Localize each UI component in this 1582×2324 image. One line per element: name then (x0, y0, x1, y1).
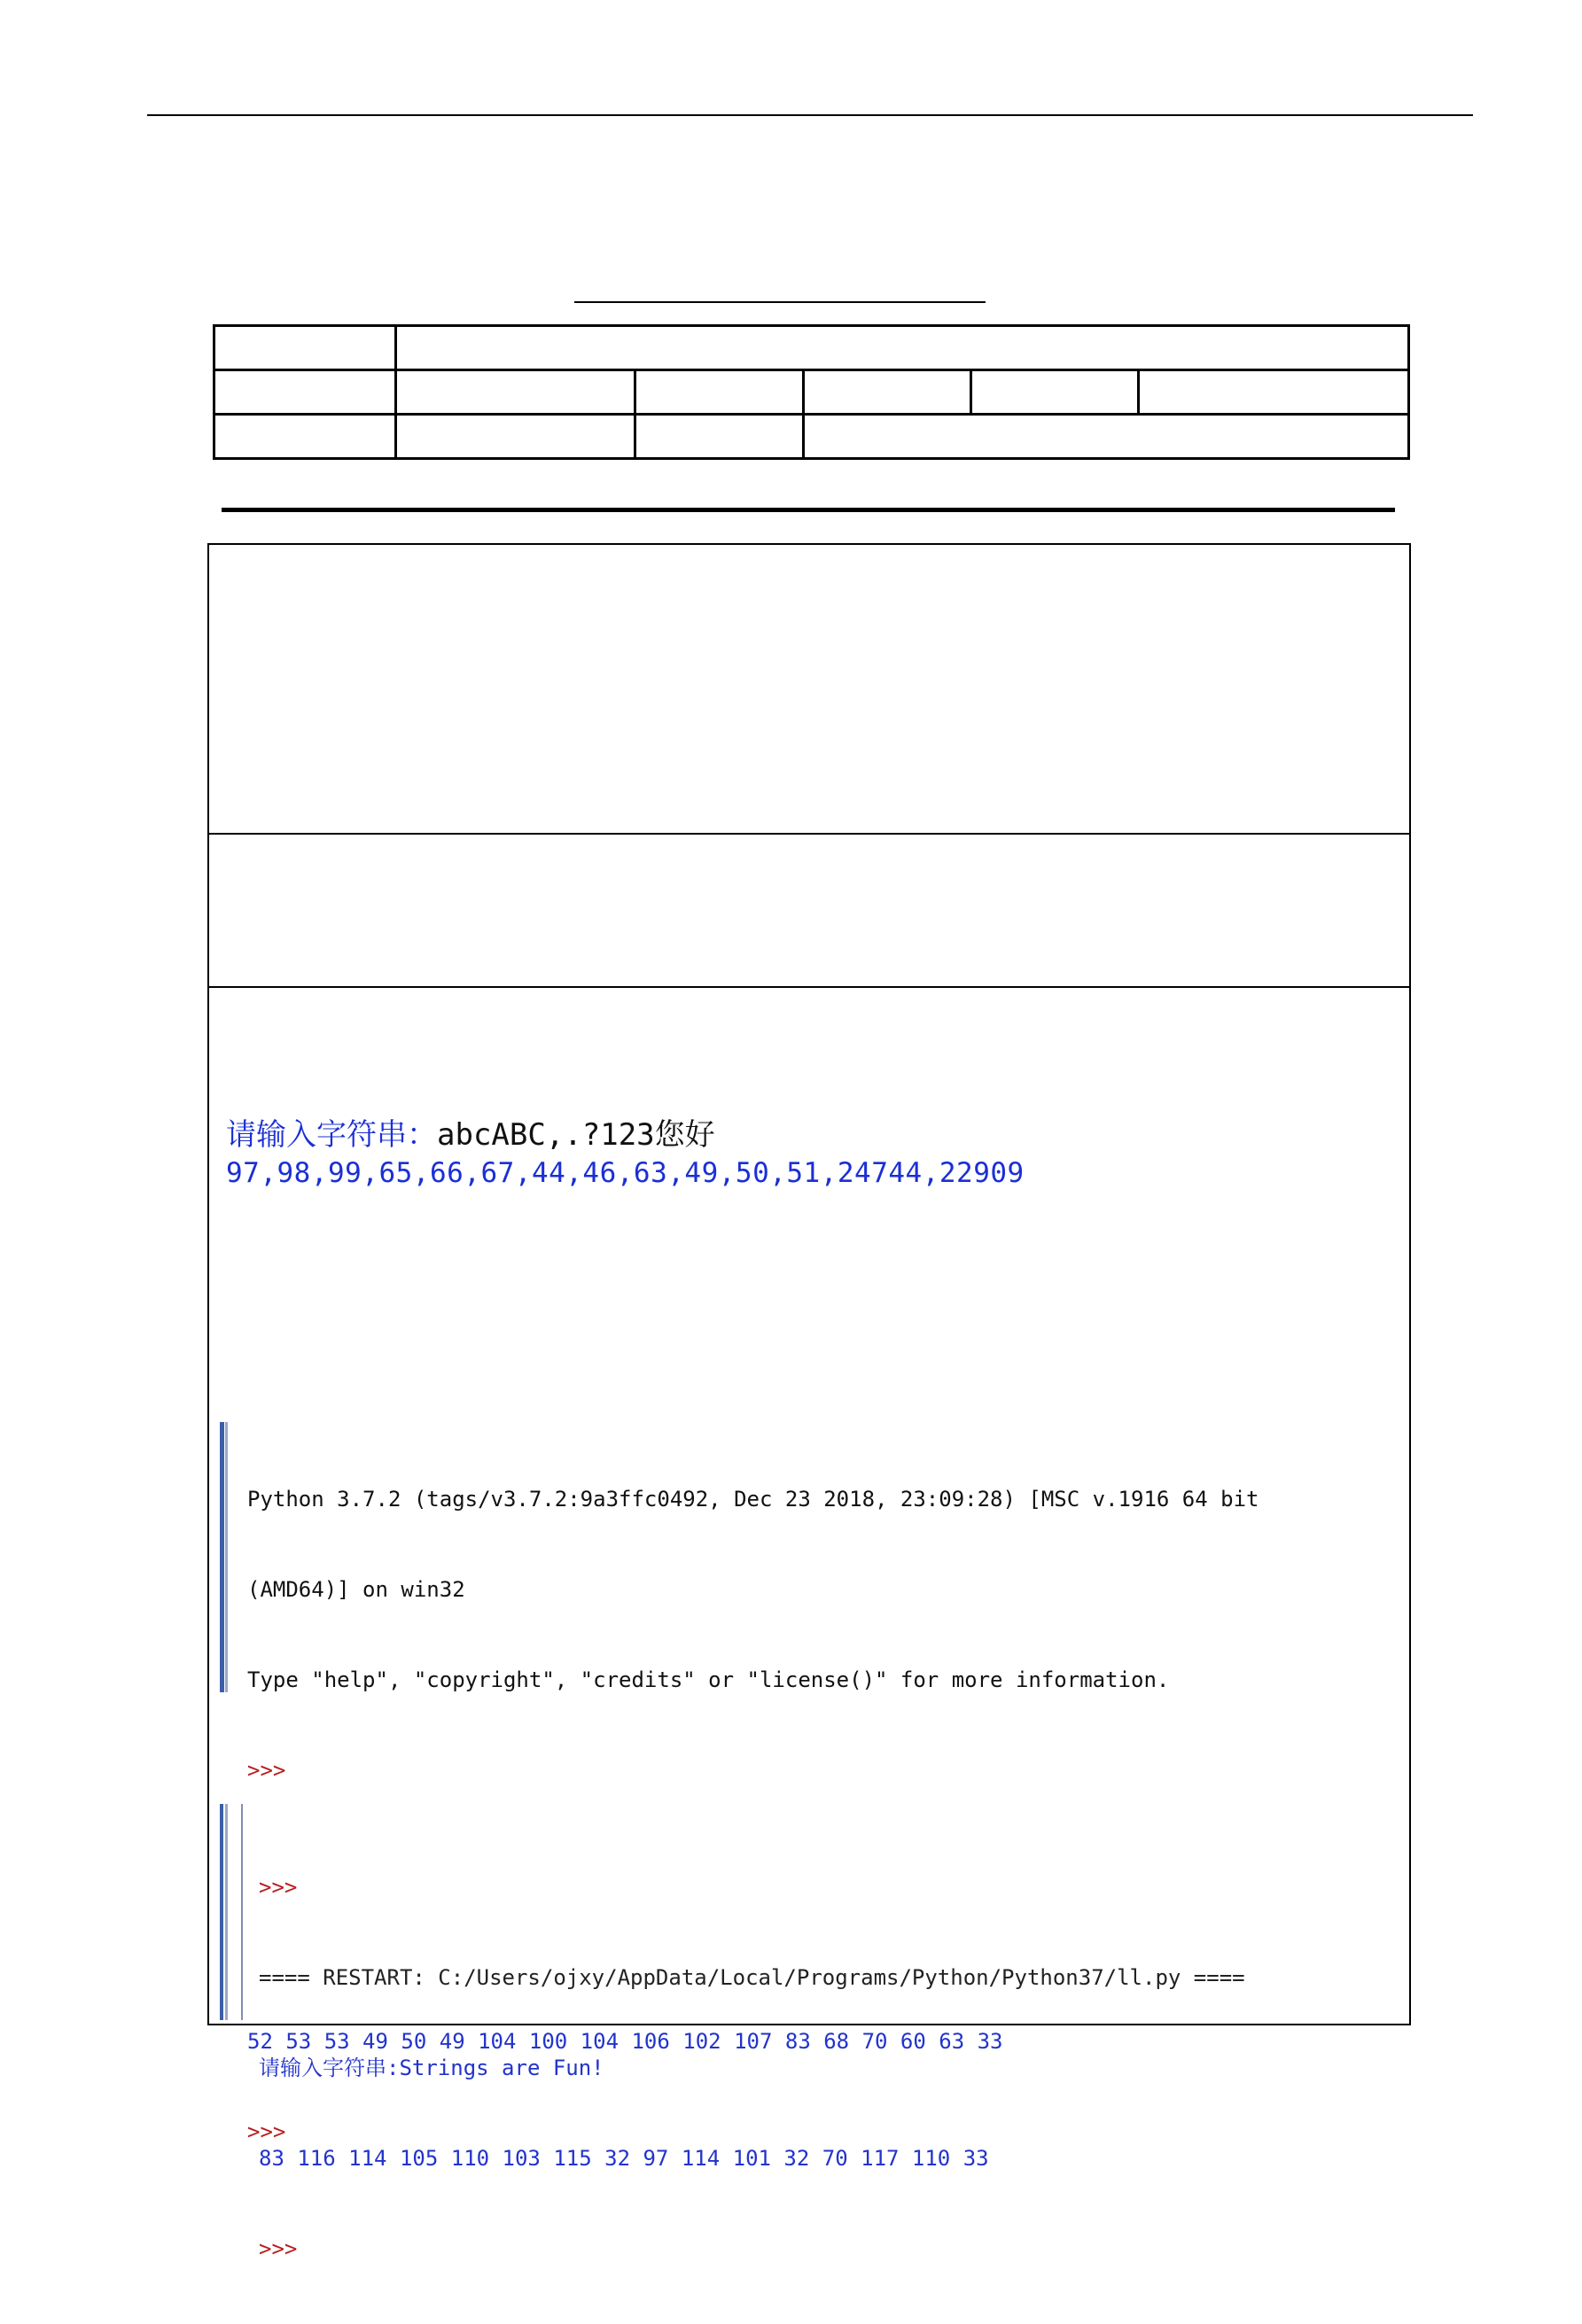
shot1-prompt-line (226, 1110, 715, 1154)
info-cell (396, 326, 1409, 370)
info-cell (214, 326, 396, 370)
shell-text (259, 1812, 1245, 2324)
info-cell (635, 415, 804, 459)
info-cell (971, 370, 1139, 415)
shell-prompt: >>> (259, 2236, 298, 2261)
info-cell (214, 415, 396, 459)
info-cell (396, 370, 635, 415)
info-cell (635, 370, 804, 415)
info-table (213, 324, 1410, 460)
info-cell (396, 415, 635, 459)
info-cell (214, 370, 396, 415)
shot1-prompt-input: abcABC,.?123您好 (437, 1117, 715, 1153)
shell-input-line: 请输入字符串:Strings are Fun! (259, 2056, 604, 2080)
shell-line: ==== RESTART: C:/Users/ojxy/AppData/Local/Programs/Python/Python37/ll.py ==== (259, 1965, 1245, 1990)
box-divider (209, 833, 1409, 835)
shell-line: (AMD64)] on win32 (247, 1577, 465, 1602)
shot1-output: 97,98,99,65,66,67,44,46,63,49,50,51,24744,22909 (226, 1157, 1025, 1189)
section-rule (222, 508, 1395, 512)
shell-output-line: 83 116 114 105 110 103 115 32 97 114 101 32 70 117 110 33 (259, 2146, 989, 2171)
info-cell (1139, 370, 1409, 415)
shell-gutter (220, 1804, 223, 2020)
shot1-prompt-label: 请输入字符串： (226, 1117, 437, 1153)
shell-gutter (225, 1804, 228, 2020)
box-divider (209, 986, 1409, 988)
info-row-2 (214, 370, 1409, 415)
title-underline (574, 301, 986, 303)
shell-gutter (220, 1422, 224, 1692)
shell-output-line: 52 53 53 49 50 49 104 100 104 106 102 107 83 68 70 60 63 33 (247, 2029, 1003, 2054)
shell-gutter (225, 1422, 228, 1692)
shell-line: Type "help", "copyright", "credits" or "license()" for more information. (247, 1667, 1170, 1692)
shell-line: Python 3.7.2 (tags/v3.7.2:9a3ffc0492, Dec 23 2018, 23:09:28) [MSC v.1916 64 bit (247, 1487, 1259, 1512)
info-row-1 (214, 326, 1409, 370)
info-cell (804, 415, 1409, 459)
shell-prompt: >>> (259, 1875, 298, 1900)
info-cell (804, 370, 971, 415)
info-row-3 (214, 415, 1409, 459)
shell-gutter (241, 1804, 243, 2020)
shell-prompt: >>> (247, 1758, 286, 1783)
shell-prompt: >>> (247, 2119, 286, 2144)
header-rule (147, 114, 1473, 116)
